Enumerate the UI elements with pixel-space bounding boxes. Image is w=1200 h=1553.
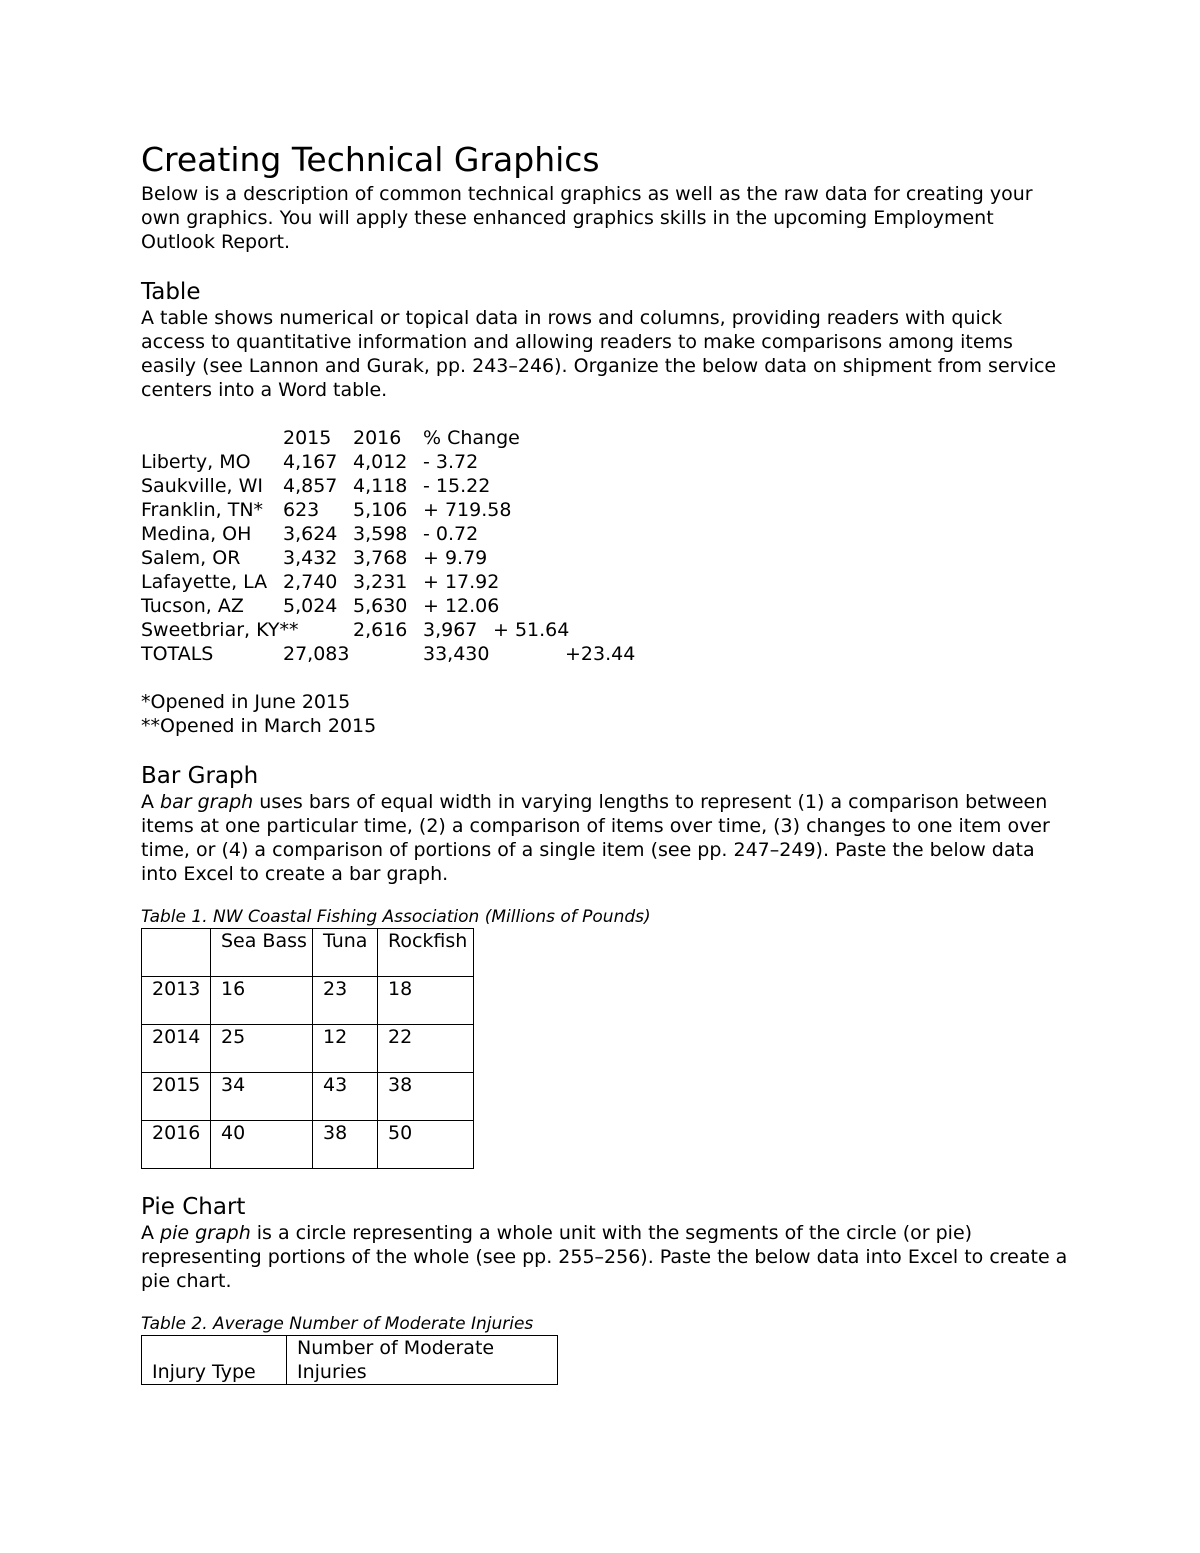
row-label: Saukville, WI xyxy=(141,475,263,497)
totals-change: +23.44 xyxy=(565,643,636,665)
table-cell: 50 xyxy=(378,1121,474,1169)
totals-label: TOTALS xyxy=(141,643,214,665)
pie-chart-description xyxy=(141,1221,1071,1293)
table-cell: 18 xyxy=(378,977,474,1025)
table-cell: 2016 xyxy=(142,1121,211,1169)
row-change: - 3.72 xyxy=(423,451,479,473)
row-label: Sweetbriar, KY** xyxy=(141,619,299,641)
row-label: Lafayette, LA xyxy=(141,571,268,593)
row-2016: 3,967 xyxy=(423,619,478,641)
header-2016: 2016 xyxy=(353,427,402,449)
row-2016: 3,598 xyxy=(353,523,408,545)
table-cell: 34 xyxy=(211,1073,313,1121)
footnote-march: **Opened in March 2015 xyxy=(141,715,377,737)
row-2016: 5,630 xyxy=(353,595,408,617)
row-change: + 719.58 xyxy=(423,499,512,521)
row-2015: 4,857 xyxy=(283,475,338,497)
row-2016: 4,118 xyxy=(353,475,408,497)
row-2016: 5,106 xyxy=(353,499,408,521)
shipment-totals-row xyxy=(141,642,1071,666)
table-cell: 38 xyxy=(378,1073,474,1121)
fishing-table xyxy=(141,928,474,1169)
table-cell: 2015 xyxy=(142,1073,211,1121)
row-2016: 3,768 xyxy=(353,547,408,569)
header-change: % Change xyxy=(423,427,520,449)
table-header-row xyxy=(142,929,474,977)
table-row xyxy=(142,977,474,1025)
row-2015: 3,432 xyxy=(283,547,338,569)
row-2016: 3,231 xyxy=(353,571,408,593)
pie-text-b: is a circle representing a whole unit with the segments of the circle (or pie) representing portions of the whole (see pp. 255–256). Paste the below data into Excel to create a pie chart. xyxy=(141,1222,1068,1292)
table-cell: Sea Bass xyxy=(211,929,313,977)
row-label: Liberty, MO xyxy=(141,451,251,473)
row-label: Medina, OH xyxy=(141,523,252,545)
table-cell: Tuna xyxy=(313,929,378,977)
table-cell: 25 xyxy=(211,1025,313,1073)
shipment-row-sweetbriar xyxy=(141,618,1071,642)
row-change: - 0.72 xyxy=(423,523,479,545)
shipment-row xyxy=(141,474,1071,498)
table-cell: 38 xyxy=(313,1121,378,1169)
row-2015: 2,616 xyxy=(353,619,408,641)
shipment-row xyxy=(141,450,1071,474)
intro-paragraph: Below is a description of common technical graphics as well as the raw data for creating your own graphics. You will apply these enhanced graphics skills in the upcoming Employment Outlook Report. xyxy=(141,183,1033,253)
bar-graph-heading: Bar Graph xyxy=(141,763,259,789)
header-2015: 2015 xyxy=(283,427,332,449)
table-cell: 16 xyxy=(211,977,313,1025)
totals-2015: 27,083 xyxy=(283,643,350,665)
table-cell: 2013 xyxy=(142,977,211,1025)
injuries-table xyxy=(141,1335,558,1385)
row-label: Franklin, TN* xyxy=(141,499,264,521)
row-change: - 15.22 xyxy=(423,475,491,497)
table-cell xyxy=(142,929,211,977)
shipment-row xyxy=(141,522,1071,546)
pie-text-a: A xyxy=(141,1222,161,1244)
row-2016: 4,012 xyxy=(353,451,408,473)
table-cell: 40 xyxy=(211,1121,313,1169)
bar-term: bar graph xyxy=(160,791,254,813)
row-2015: 4,167 xyxy=(283,451,338,473)
table-row xyxy=(142,1121,474,1169)
row-2015: 623 xyxy=(283,499,320,521)
pie-chart-heading: Pie Chart xyxy=(141,1194,246,1220)
table-cell: Number of Moderate Injuries xyxy=(287,1336,558,1385)
table-cell: Rockfish xyxy=(378,929,474,977)
row-change: + 9.79 xyxy=(423,547,488,569)
table-header-row xyxy=(142,1336,558,1385)
table1-caption: Table 1. NW Coastal Fishing Association (Millions of Pounds) xyxy=(141,907,651,927)
table-cell: 22 xyxy=(378,1025,474,1073)
row-change: + 51.64 xyxy=(493,619,570,641)
table-cell: 12 xyxy=(313,1025,378,1073)
shipment-row xyxy=(141,570,1071,594)
bar-text-a: A xyxy=(141,791,161,813)
table-row xyxy=(142,1073,474,1121)
bar-graph-description xyxy=(141,790,1071,886)
table-cell: 43 xyxy=(313,1073,378,1121)
shipment-data-block xyxy=(141,426,1071,666)
table-cell: 23 xyxy=(313,977,378,1025)
shipment-row xyxy=(141,498,1071,522)
row-2015: 2,740 xyxy=(283,571,338,593)
pie-term: pie graph xyxy=(160,1222,251,1244)
shipment-row xyxy=(141,594,1071,618)
row-label: Salem, OR xyxy=(141,547,241,569)
document-title: Creating Technical Graphics xyxy=(141,140,600,179)
shipment-row xyxy=(141,546,1071,570)
shipment-header-row xyxy=(141,426,1071,450)
table2-caption: Table 2. Average Number of Moderate Injuries xyxy=(141,1314,534,1334)
table-description: A table shows numerical or topical data in rows and columns, providing readers with quick access to quantitative information and allowing readers to make comparisons among items easily (see Lannon and Gurak, pp. 243–246). Organize the below data on shipment from service centers into a Word table. xyxy=(141,307,1057,401)
bar-text-b: uses bars of equal width in varying lengths to represent (1) a comparison between items at one particular time, (2) a comparison of items over time, (3) changes to one item over time, or (4) a comparison of portions of a single item (see pp. 247–249). Paste the below data into Excel to create a bar graph. xyxy=(141,791,1050,885)
row-change: + 12.06 xyxy=(423,595,500,617)
document-page xyxy=(141,138,1071,1385)
table-cell: 2014 xyxy=(142,1025,211,1073)
table-cell: Injury Type xyxy=(142,1336,287,1385)
row-label: Tucson, AZ xyxy=(141,595,244,617)
row-2015: 3,624 xyxy=(283,523,338,545)
table-heading: Table xyxy=(141,279,201,305)
footnote-june: *Opened in June 2015 xyxy=(141,691,351,713)
row-2015: 5,024 xyxy=(283,595,338,617)
row-change: + 17.92 xyxy=(423,571,500,593)
totals-2016: 33,430 xyxy=(423,643,490,665)
table-row xyxy=(142,1025,474,1073)
